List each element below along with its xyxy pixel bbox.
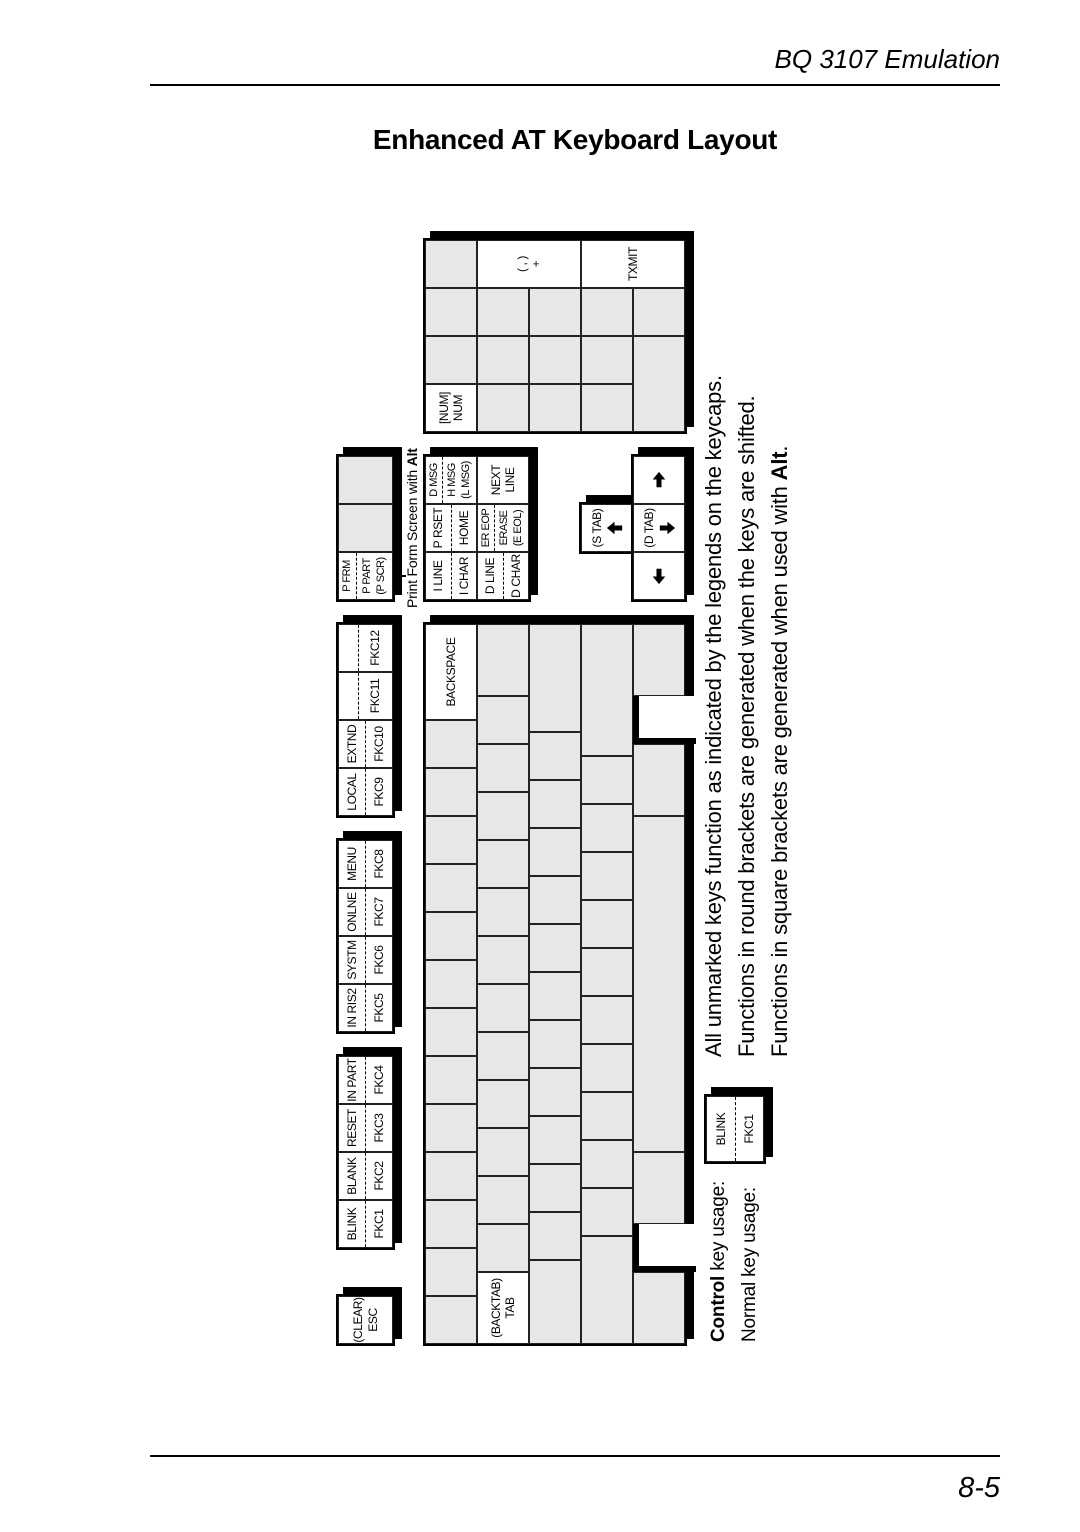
page-title: Enhanced AT Keyboard Layout: [372, 124, 778, 155]
key-blank: [581, 1188, 633, 1236]
edit-key-group: [423, 454, 531, 602]
key-blank: [425, 1056, 477, 1104]
key-blank: [581, 804, 633, 852]
down-arrow-icon: [658, 519, 676, 537]
key-blank: [477, 840, 529, 888]
key-arrow-left: [633, 552, 685, 600]
key-end: ER EOP ERASE (E EOL): [477, 504, 529, 552]
key-blank: [529, 732, 581, 780]
key-blank: [477, 936, 529, 984]
key-blank: [529, 780, 581, 828]
key-fkc12: FKC12: [338, 624, 393, 672]
key-blank: [425, 768, 477, 816]
key-fkc2: BLANK FKC2: [338, 1152, 393, 1200]
arrow-up-block: [579, 502, 635, 554]
key-blank: [529, 1020, 581, 1068]
key-fkc4: IN PART FKC4: [338, 1056, 393, 1104]
key-blank: [477, 336, 529, 384]
key-blank: [477, 1128, 529, 1176]
key-blank: [477, 984, 529, 1032]
keyboard-landscape: [338, 220, 808, 1344]
keyboard-case-notch: [633, 696, 696, 744]
key-space: [633, 816, 685, 1152]
key-blank: [425, 336, 477, 384]
fkeys-group-1: [336, 1054, 395, 1250]
key-blank: [477, 1032, 529, 1080]
key-fkc11: FKC11: [338, 672, 393, 720]
fkeys-group-2: [336, 838, 395, 1034]
key-blank: [529, 336, 581, 384]
fkeys-group-3: [336, 622, 395, 818]
key-blank: [425, 864, 477, 912]
note-line-3-suffix: .: [767, 445, 792, 452]
note-line-3-alt: Alt: [767, 451, 792, 481]
key-blank: [581, 288, 633, 336]
right-arrow-icon: [650, 471, 668, 489]
key-arrow-down: (D TAB): [633, 504, 685, 552]
key-blank: [581, 852, 633, 900]
key-numlock: [NUM] NUM: [425, 384, 477, 432]
key-blank: [425, 1296, 477, 1344]
key-blank: [581, 384, 633, 432]
key-blank: [581, 756, 633, 804]
key-delete: D LINE D CHAR: [477, 552, 529, 600]
key-blank: [581, 1140, 633, 1188]
key-blank: [529, 624, 581, 732]
key-print-form: P FRM P PART (P SCR): [338, 552, 393, 600]
key-blank: [529, 1116, 581, 1164]
key-blank: [425, 1152, 477, 1200]
key-fkc6: SYSTM FKC6: [338, 936, 393, 984]
keyboard-diagram: [338, 220, 808, 1344]
key-blank: [529, 828, 581, 876]
key-home: P RSET HOME: [425, 504, 477, 552]
footer-rule: [150, 1455, 1000, 1457]
running-header-title: [775, 44, 1000, 75]
key-blank: [338, 504, 393, 552]
note-line-3-prefix: Functions in square brackets are generated when used with: [767, 480, 792, 1057]
legend-sample-block: [704, 1094, 766, 1164]
key-blank: [425, 720, 477, 768]
key-blank: [425, 1104, 477, 1152]
key-blank: [529, 924, 581, 972]
key-blank: [581, 624, 633, 756]
key-blank: [581, 900, 633, 948]
header-rule: [150, 84, 1000, 86]
note-line-1: All unmarked keys function as indicated by the legends on the keycaps.: [701, 375, 726, 1057]
key-numpad-plus: ( , ) +: [477, 240, 581, 288]
key-insert: I LINE I CHAR: [425, 552, 477, 600]
key-fkc3: RESET FKC3: [338, 1104, 393, 1152]
key-blank: [529, 876, 581, 924]
key-blank: [529, 1164, 581, 1212]
key-blank: [529, 1212, 581, 1260]
key-blank: [425, 960, 477, 1008]
key-fkc10: EXTND FKC10: [338, 720, 393, 768]
key-page-down: NEXT LINE: [477, 456, 529, 504]
keyboard-case-notch: [633, 1224, 696, 1272]
key-blank: [581, 1044, 633, 1092]
running-header-text: BQ 3107 Emulation: [774, 44, 1000, 74]
key-tab: (BACKTAB) TAB: [477, 1272, 529, 1344]
key-blank: [633, 336, 685, 432]
key-blank: [581, 336, 633, 384]
key-fkc7: ONLNE FKC7: [338, 888, 393, 936]
legend-control-line: [708, 1181, 730, 1342]
key-blank: [477, 384, 529, 432]
key-blank: [425, 288, 477, 336]
key-blank: [425, 240, 477, 288]
key-blank: [425, 1248, 477, 1296]
key-fkc1: BLINK FKC1: [338, 1200, 393, 1248]
key-blank: [529, 972, 581, 1020]
key-blank: [633, 288, 685, 336]
key-blank: [477, 1224, 529, 1272]
callout-text: [404, 448, 420, 608]
key-blank: [529, 1260, 581, 1344]
key-blank: [581, 996, 633, 1044]
key-blank: [477, 624, 529, 696]
note-line-2: Functions in round brackets are generated when the keys are shifted.: [734, 395, 759, 1057]
key-blank: [633, 1272, 685, 1344]
key-blank: [425, 912, 477, 960]
key-blank: [477, 1080, 529, 1128]
key-arrow-up: (S TAB): [581, 504, 633, 552]
key-fkc5: IN RIS2 FKC5: [338, 984, 393, 1032]
legend-normal-line: Normal key usage:: [739, 1186, 760, 1342]
key-blank: [529, 1068, 581, 1116]
key-esc: (CLEAR) ESC: [338, 1296, 393, 1344]
key-backspace: BACKSPACE: [425, 624, 477, 720]
numpad-block: [423, 238, 687, 434]
key-blank: [477, 1176, 529, 1224]
key-blank: [581, 1236, 633, 1344]
key-blank: [633, 624, 685, 696]
key-page-up: D MSG H MSG (L MSG): [425, 456, 477, 504]
key-blank: [477, 744, 529, 792]
key-blank: [633, 744, 685, 816]
key-blank: [477, 792, 529, 840]
key-blank: [477, 288, 529, 336]
key-blank: [633, 1152, 685, 1224]
key-blank: [338, 456, 393, 504]
legend-control-rest: key usage:: [708, 1180, 729, 1276]
left-arrow-icon: [650, 567, 668, 585]
esc-block: [336, 1294, 395, 1346]
key-blank: [425, 1008, 477, 1056]
key-blank: [477, 888, 529, 936]
key-fkc9: LOCAL FKC9: [338, 768, 393, 816]
key-blank: [425, 816, 477, 864]
callout-alt: Alt: [404, 448, 420, 467]
up-arrow-icon: [606, 519, 624, 537]
key-blank: [425, 1200, 477, 1248]
legend-control-bold: Control: [708, 1275, 729, 1342]
key-txmit: TXMIT: [581, 240, 685, 288]
key-blank: [581, 948, 633, 996]
main-key-block: [423, 622, 687, 1346]
key-blank: [581, 1092, 633, 1140]
callout-prefix: Print Form Screen with: [404, 466, 420, 608]
key-fkc8: MENU FKC8: [338, 840, 393, 888]
key-arrow-right: [633, 456, 685, 504]
key-blank: [529, 384, 581, 432]
print-screen-group: [336, 454, 395, 602]
page-number: 8-5: [958, 1472, 1000, 1504]
key-blank: [529, 288, 581, 336]
note-line-3: [767, 446, 793, 1057]
arrow-row-block: [631, 454, 687, 602]
key-blank: [477, 696, 529, 744]
legend-sample-key: BLINK FKC1: [706, 1096, 764, 1162]
